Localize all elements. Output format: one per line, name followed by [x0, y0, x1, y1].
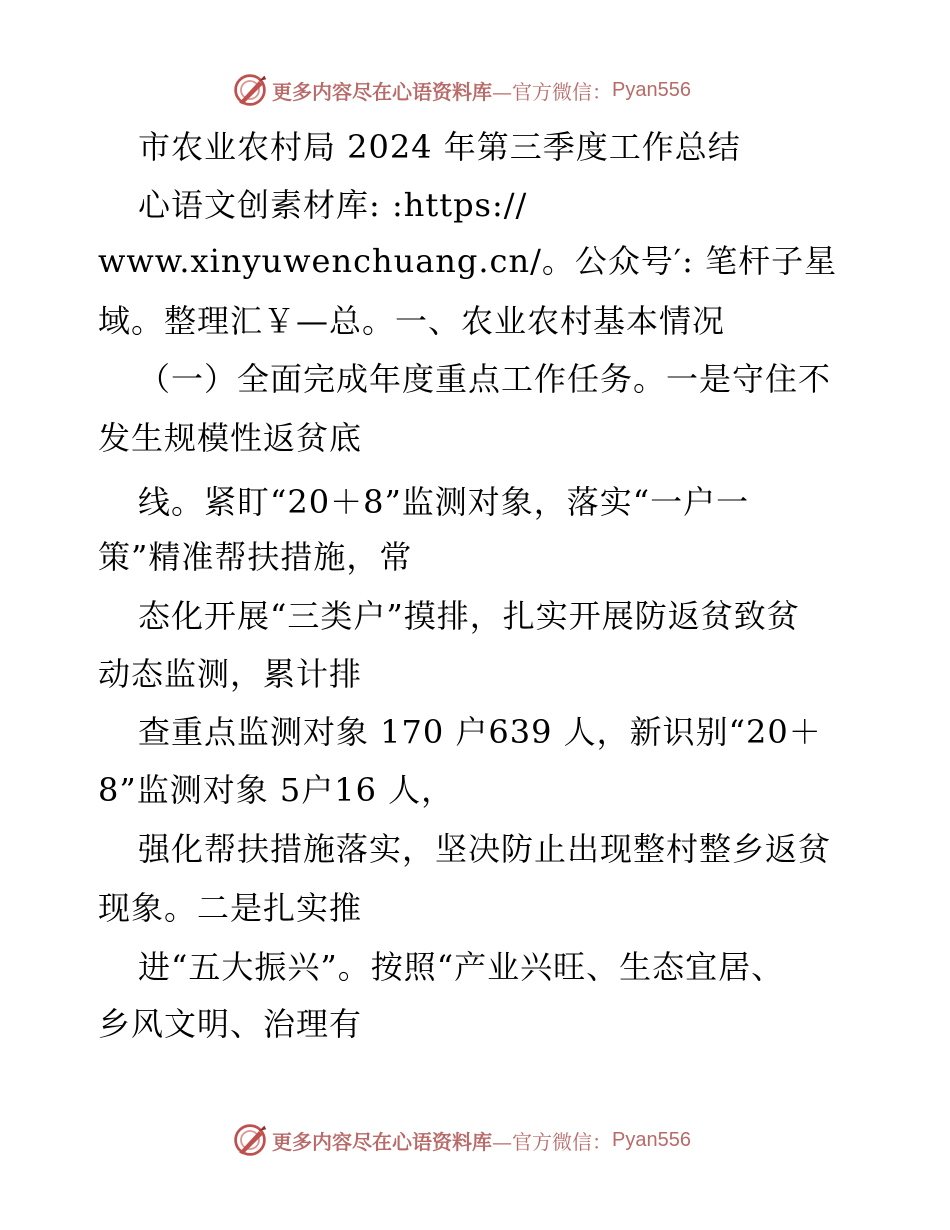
text-line: 现象。二是扎实推 [98, 889, 363, 927]
text-line: 乡风文明、治理有 [98, 1005, 363, 1043]
text-line: （一）全面完成年度重点工作任务。一是守住不 [138, 360, 832, 398]
watermark-wechat-id: Pyan556 [612, 1128, 691, 1151]
header-watermark [232, 70, 691, 110]
feather-logo-icon [232, 1122, 268, 1158]
footer-watermark [232, 1120, 691, 1160]
document-title: 市农业农村局 2024 年第三季度工作总结 [138, 128, 741, 166]
text-line: 域。整理汇￥—总。一、农业农村基本情况 [98, 302, 726, 340]
watermark-wechat-id: Pyan556 [612, 78, 691, 101]
watermark-separator: —官方微信： [492, 1129, 612, 1154]
text-line: 强化帮扶措施落实，坚决防止出现整村整乡返贫 [138, 830, 832, 868]
text-line: 线。紧盯“20＋8”监测对象，落实“一户一 [138, 483, 750, 521]
text-line: 进“五大振兴”。按照“产业兴旺、生态宜居、 [138, 948, 785, 986]
text-line: 动态监测，累计排 [98, 655, 363, 693]
text-line: 态化开展“三类户”摸排，扎实开展防返贫致贫 [138, 597, 800, 635]
text-line: 8”监测对象 5户16 人， [98, 771, 455, 809]
text-line: 心语文创素材库: :https:// [138, 186, 528, 224]
watermark-main-text: 更多内容尽在心语资料库 [272, 1129, 492, 1154]
watermark-separator: —官方微信： [492, 79, 612, 104]
text-line: 查重点监测对象 170 户639 人，新识别“20＋ [138, 713, 822, 751]
text-line: 策”精准帮扶措施，常 [98, 538, 413, 576]
watermark-main-text: 更多内容尽在心语资料库 [272, 79, 492, 104]
text-line: 发生规模性返贫底 [98, 419, 363, 457]
feather-logo-icon [232, 72, 268, 108]
text-line: www.xinyuwenchuang.cn/。公众号′: 笔杆子星 [98, 242, 838, 280]
